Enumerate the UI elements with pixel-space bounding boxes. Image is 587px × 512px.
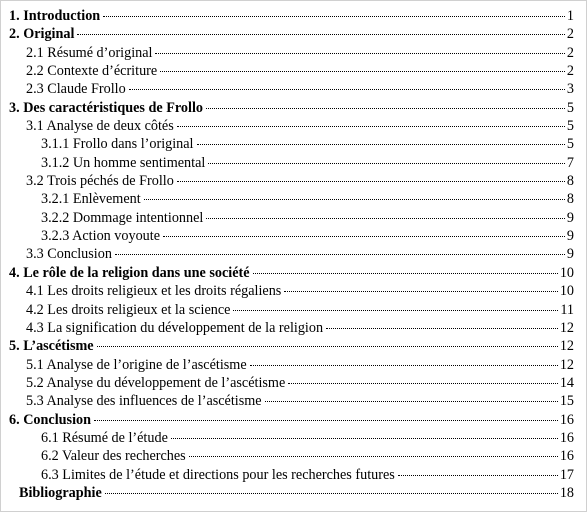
- toc-entry-title: 3.2.3 Action voyoute: [41, 228, 161, 245]
- dot-leader: [265, 401, 558, 402]
- dot-leader: [206, 218, 565, 219]
- toc-entry[interactable]: [1, 374, 587, 392]
- toc-entry-page-number: 9: [566, 246, 574, 263]
- dot-leader: [208, 163, 565, 164]
- toc-entry-page-number: 5: [566, 99, 574, 116]
- toc-entry-title: 3.2.1 Enlèvement: [41, 191, 141, 208]
- toc-entry-page-number: 2: [566, 44, 574, 61]
- toc-entry-title: 5.3 Analyse des influences de l’ascétisme: [26, 393, 262, 410]
- toc-entry[interactable]: [1, 264, 587, 282]
- dot-leader: [253, 273, 558, 274]
- toc-entry-title: 2.2 Contexte d’écriture: [26, 63, 158, 80]
- dot-leader: [233, 310, 558, 311]
- toc-entry-title: 3.1 Analyse de deux côtés: [26, 118, 174, 135]
- toc-entry-title: 3. Des caractéristiques de Frollo: [9, 99, 203, 116]
- toc-entry[interactable]: [1, 154, 587, 172]
- toc-entry-title: 2.3 Claude Frollo: [26, 81, 126, 98]
- toc-entry-page-number: 11: [560, 301, 574, 318]
- dot-leader: [144, 199, 565, 200]
- toc-entry[interactable]: [1, 411, 587, 429]
- toc-entry-title: 2. Original: [9, 26, 75, 43]
- toc-entry-page-number: 2: [566, 63, 574, 80]
- toc-entry-title: 3.3 Conclusion: [26, 246, 112, 263]
- dot-leader: [155, 53, 564, 54]
- toc-entry-page-number: 2: [566, 26, 574, 43]
- dot-leader: [189, 456, 558, 457]
- toc-entry[interactable]: [1, 62, 587, 80]
- toc-entry-title: Bibliographie: [19, 484, 102, 501]
- toc-entry[interactable]: [1, 337, 587, 355]
- toc-entry[interactable]: [1, 190, 587, 208]
- table-of-contents: [1, 7, 587, 502]
- toc-entry-title: 4.2 Les droits religieux et la science: [26, 301, 231, 318]
- toc-entry-title: 6.3 Limites de l’étude et directions pour les recherches futures: [41, 466, 395, 483]
- toc-entry[interactable]: [1, 25, 587, 43]
- toc-entry[interactable]: [1, 99, 587, 117]
- toc-entry-title: 1. Introduction: [9, 8, 101, 24]
- dot-leader: [77, 34, 564, 35]
- toc-entry[interactable]: [1, 209, 587, 227]
- toc-entry-page-number: 12: [559, 356, 574, 373]
- toc-entry-title: 4. Le rôle de la religion dans une société: [9, 264, 250, 281]
- toc-entry-page-number: 15: [559, 393, 574, 410]
- toc-entry-title: 4.3 La signification du développement de la religion: [26, 319, 324, 336]
- dot-leader: [177, 181, 565, 182]
- toc-entry-page-number: 16: [559, 411, 574, 428]
- toc-entry-title: 5.2 Analyse du développement de l’ascétisme: [26, 374, 286, 391]
- toc-entry[interactable]: [1, 245, 587, 263]
- toc-entry[interactable]: [1, 429, 587, 447]
- toc-entry-page-number: 17: [559, 466, 574, 483]
- dot-leader: [326, 328, 558, 329]
- toc-entry-title: 5. L’ascétisme: [9, 338, 94, 355]
- toc-entry-title: 6. Conclusion: [9, 411, 91, 428]
- toc-entry[interactable]: [1, 466, 587, 484]
- dot-leader: [103, 16, 565, 17]
- toc-entry[interactable]: [1, 117, 587, 135]
- dot-leader: [284, 291, 557, 292]
- dot-leader: [398, 475, 558, 476]
- toc-entry-page-number: 10: [559, 283, 574, 300]
- dot-leader: [171, 438, 558, 439]
- toc-entry[interactable]: [1, 282, 587, 300]
- toc-entry-page-number: 10: [559, 264, 574, 281]
- toc-entry-title: 6.2 Valeur des recherches: [41, 448, 186, 465]
- toc-entry[interactable]: [1, 301, 587, 319]
- toc-entry-title: 3.2.2 Dommage intentionnel: [41, 209, 204, 226]
- toc-entry-page-number: 16: [559, 429, 574, 446]
- toc-entry-page-number: 12: [559, 319, 574, 336]
- dot-leader: [197, 144, 565, 145]
- toc-entry-page-number: 8: [566, 173, 574, 190]
- toc-entry-page-number: 5: [566, 118, 574, 135]
- dot-leader: [115, 254, 565, 255]
- toc-entry-page-number: 1: [566, 8, 574, 24]
- toc-entry-title: 4.1 Les droits religieux et les droits régaliens: [26, 283, 282, 300]
- toc-entry-page-number: 9: [566, 228, 574, 245]
- dot-leader: [250, 365, 558, 366]
- dot-leader: [288, 383, 558, 384]
- toc-entry[interactable]: [1, 319, 587, 337]
- dot-leader: [105, 493, 558, 494]
- toc-entry-page-number: 7: [566, 154, 574, 171]
- toc-entry[interactable]: [1, 227, 587, 245]
- dot-leader: [94, 420, 558, 421]
- toc-entry[interactable]: [1, 135, 587, 153]
- toc-entry-title: 3.1.2 Un homme sentimental: [41, 154, 206, 171]
- toc-entry-page-number: 12: [559, 338, 574, 355]
- dot-leader: [206, 108, 565, 109]
- toc-entry[interactable]: [1, 172, 587, 190]
- toc-entry-title: 6.1 Résumé de l’étude: [41, 429, 168, 446]
- dot-leader: [177, 126, 565, 127]
- toc-entry-page-number: 8: [566, 191, 574, 208]
- toc-entry[interactable]: [1, 80, 587, 98]
- toc-entry-title: 5.1 Analyse de l’origine de l’ascétisme: [26, 356, 247, 373]
- toc-entry-page-number: 18: [559, 484, 574, 501]
- dot-leader: [129, 89, 565, 90]
- toc-entry-title: 2.1 Résumé d’original: [26, 44, 153, 61]
- toc-entry[interactable]: [1, 484, 587, 502]
- dot-leader: [97, 346, 558, 347]
- toc-entry-page-number: 9: [566, 209, 574, 226]
- toc-entry-page-number: 3: [566, 81, 574, 98]
- dot-leader: [160, 71, 565, 72]
- toc-entry-title: 3.2 Trois péchés de Frollo: [26, 173, 174, 190]
- toc-entry-title: 3.1.1 Frollo dans l’original: [41, 136, 194, 153]
- toc-entry[interactable]: [1, 392, 587, 410]
- toc-entry[interactable]: [1, 447, 587, 465]
- toc-entry-page-number: 16: [559, 448, 574, 465]
- toc-entry[interactable]: [1, 356, 587, 374]
- toc-entry[interactable]: [1, 7, 587, 25]
- toc-entry[interactable]: [1, 44, 587, 62]
- toc-entry-page-number: 14: [559, 374, 574, 391]
- toc-entry-page-number: 5: [566, 136, 574, 153]
- dot-leader: [163, 236, 565, 237]
